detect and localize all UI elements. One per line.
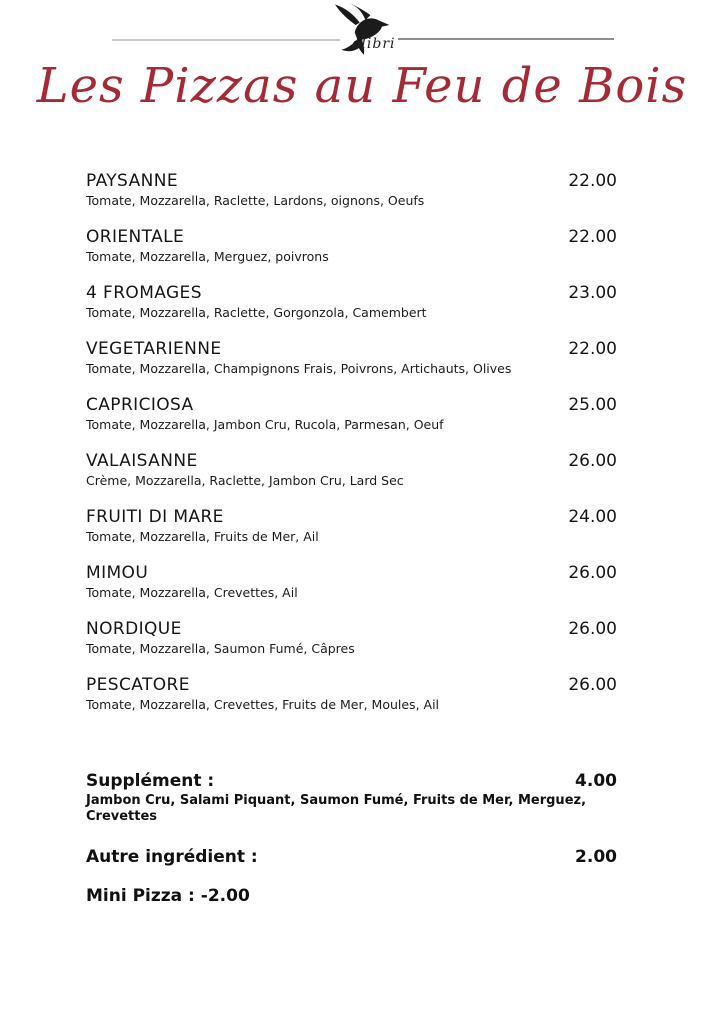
item-description: Tomate, Mozzarella, Merguez, poivrons: [86, 249, 329, 264]
item-price: 25.00: [568, 395, 617, 415]
item-description: Tomate, Mozzarella, Champignons Frais, Poivrons, Artichauts, Olives: [86, 361, 512, 376]
menu-item: [86, 226, 617, 265]
item-price: 26.00: [568, 563, 617, 583]
supplement-price: 4.00: [575, 771, 617, 791]
menu-item: [86, 618, 617, 657]
item-description: Tomate, Mozzarella, Crevettes, Ail: [86, 585, 298, 600]
item-description: Tomate, Mozzarella, Fruits de Mer, Ail: [86, 529, 319, 544]
item-price: 26.00: [568, 619, 617, 639]
menu-item: [86, 674, 617, 713]
item-name: NORDIQUE: [86, 619, 182, 639]
item-name: ORIENTALE: [86, 227, 185, 247]
menu-item: [86, 338, 617, 377]
mini-pizza-label: Mini Pizza : -2.00: [86, 886, 250, 906]
menu-list: [86, 170, 617, 730]
item-name: PAYSANNE: [86, 171, 178, 191]
menu-item: [86, 282, 617, 321]
item-price: 22.00: [568, 171, 617, 191]
item-price: 26.00: [568, 675, 617, 695]
other-ingredient-price: 2.00: [575, 847, 617, 867]
menu-item: [86, 450, 617, 489]
item-price: 23.00: [568, 283, 617, 303]
item-name: 4 FROMAGES: [86, 283, 202, 303]
item-description: Tomate, Mozzarella, Raclette, Gorgonzola, Camembert: [86, 305, 427, 320]
menu-item: [86, 170, 617, 209]
menu-item: [86, 394, 617, 433]
item-description: Tomate, Mozzarella, Jambon Cru, Rucola, Parmesan, Oeuf: [86, 417, 444, 432]
item-price: 22.00: [568, 227, 617, 247]
header-rule-left: [112, 39, 340, 41]
supplement-label: Supplément :: [86, 771, 215, 791]
item-description: Tomate, Mozzarella, Crevettes, Fruits de Mer, Moules, Ail: [86, 697, 440, 712]
restaurant-logo: [330, 0, 414, 60]
menu-item: [86, 506, 617, 545]
page-title: Les Pizzas au Feu de Bois: [36, 58, 688, 114]
supplement-description: Jambon Cru, Salami Piquant, Saumon Fumé, Fruits de Mer, Merguez, Crevettes: [86, 793, 587, 824]
item-name: VEGETARIENNE: [86, 339, 222, 359]
other-ingredient-label: Autre ingrédient :: [86, 847, 258, 867]
item-name: PESCATORE: [86, 675, 190, 695]
item-name: MIMOU: [86, 563, 149, 583]
extras-section: [86, 770, 617, 907]
item-price: 24.00: [568, 507, 617, 527]
menu-item: [86, 562, 617, 601]
item-description: Crème, Mozzarella, Raclette, Jambon Cru, Lard Sec: [86, 473, 404, 488]
header-rule-right: [398, 38, 614, 40]
item-price: 22.00: [568, 339, 617, 359]
item-description: Tomate, Mozzarella, Raclette, Lardons, oignons, Oeufs: [86, 193, 425, 208]
item-name: CAPRICIOSA: [86, 395, 194, 415]
item-price: 26.00: [568, 451, 617, 471]
item-name: VALAISANNE: [86, 451, 198, 471]
item-name: FRUITI DI MARE: [86, 507, 224, 527]
logo-wordmark: olibri: [352, 36, 396, 52]
item-description: Tomate, Mozzarella, Saumon Fumé, Câpres: [86, 641, 355, 656]
